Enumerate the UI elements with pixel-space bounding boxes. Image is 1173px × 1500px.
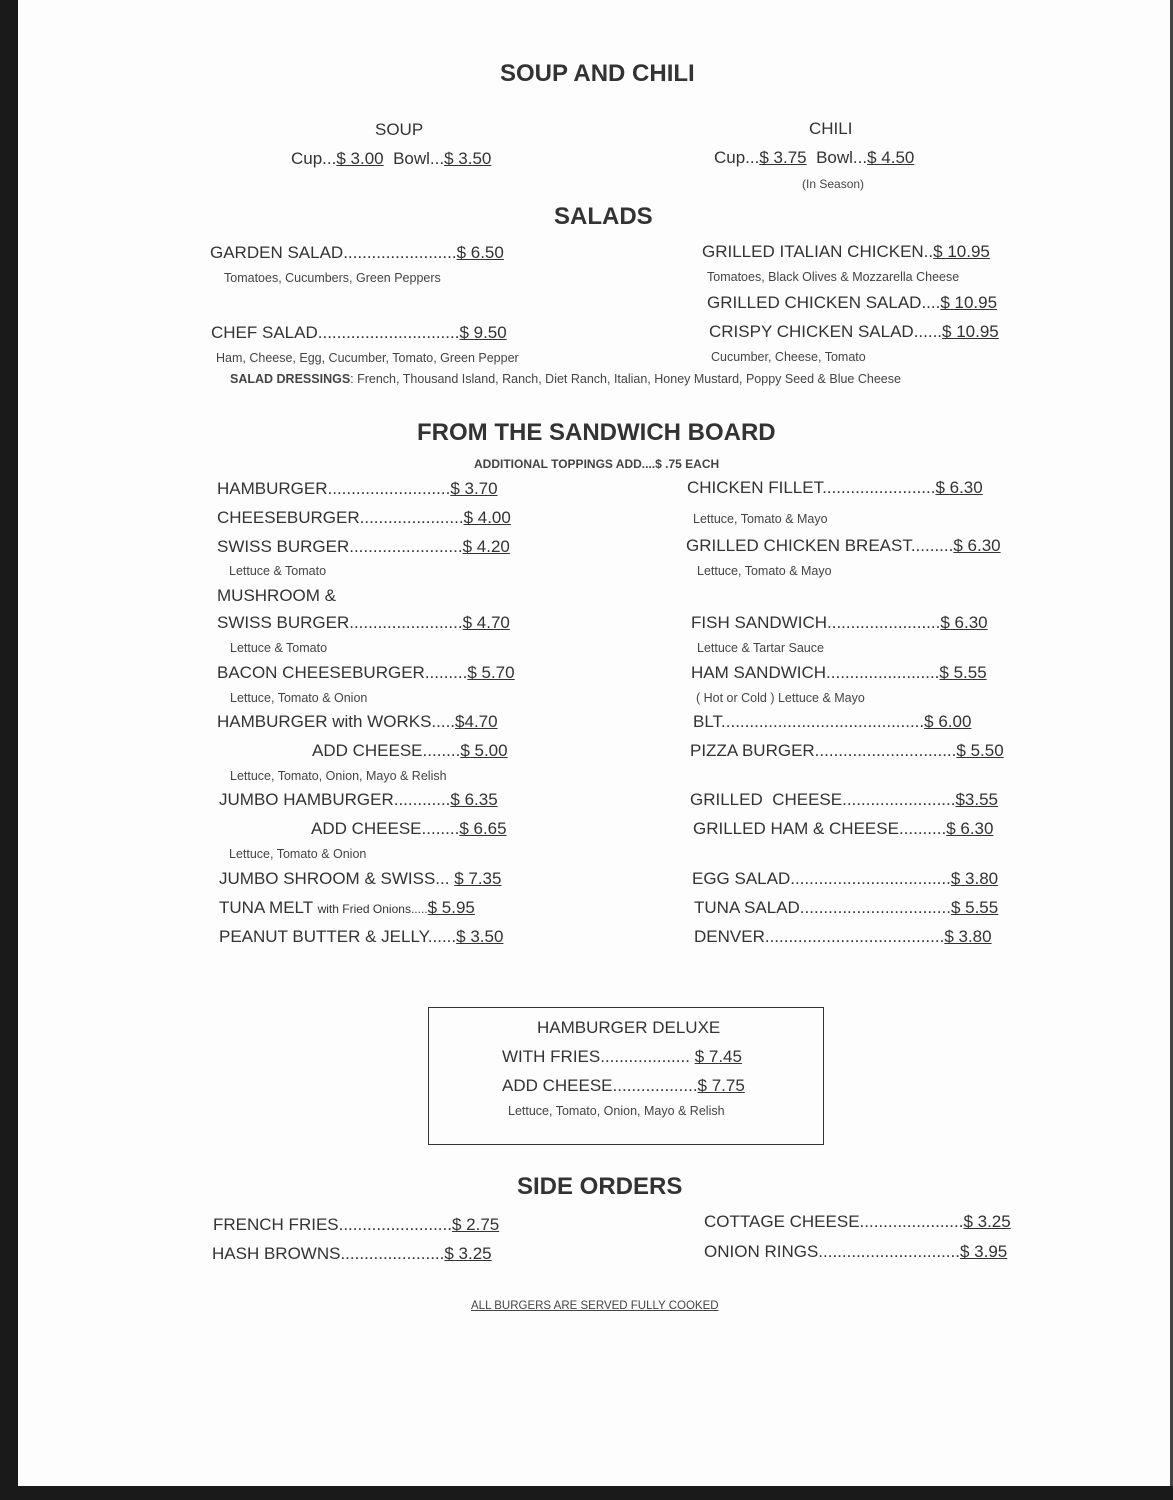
additional-toppings-note: ADDITIONAL TOPPINGS ADD....$ .75 EACH: [474, 457, 720, 471]
tuna-melt: [219, 898, 475, 918]
garden-salad-price: $ 6.50: [456, 243, 504, 262]
bacon-cheeseburger-desc: Lettuce, Tomato & Onion: [230, 691, 368, 705]
tuna-melt-detail: with Fried Onions.....: [317, 902, 428, 916]
salads-title: SALADS: [554, 203, 653, 230]
grilled-italian-chicken: [702, 242, 990, 262]
fish-sandwich: [691, 613, 988, 633]
deluxe-with-fries-name: WITH FRIES...................: [502, 1047, 690, 1066]
swiss-burger-desc: Lettuce & Tomato: [229, 564, 327, 578]
chili-cup-price: $ 3.75: [759, 148, 807, 167]
peanut-butter-jelly-price: $ 3.50: [456, 927, 504, 946]
bacon-cheeseburger-name: BACON CHEESEBURGER.........: [217, 663, 468, 682]
crispy-chicken-salad-desc: Cucumber, Cheese, Tomato: [711, 350, 866, 364]
grilled-italian-chicken-price: $ 10.95: [933, 242, 990, 261]
chili-prices: [714, 148, 914, 168]
chicken-fillet: [687, 478, 983, 498]
onion-rings-name: ONION RINGS..............................: [704, 1242, 960, 1261]
tuna-salad: [694, 898, 998, 918]
mushroom-swiss-burger-price: $ 4.70: [462, 613, 510, 632]
ham-sandwich-name: HAM SANDWICH........................: [691, 663, 940, 682]
page-edge-bottom: [0, 1486, 1173, 1500]
swiss-burger: [217, 537, 510, 557]
deluxe-with-fries-price: $ 7.45: [694, 1047, 742, 1066]
crispy-chicken-salad: [709, 322, 999, 342]
works-add-cheese-price: $ 5.00: [460, 741, 508, 760]
grilled-cheese: [690, 790, 998, 810]
hamburger-with-works-price: $4.70: [455, 712, 498, 731]
bacon-cheeseburger-price: $ 5.70: [467, 663, 515, 682]
pizza-burger-price: $ 5.50: [956, 741, 1004, 760]
cheeseburger: [217, 508, 511, 528]
french-fries: [213, 1215, 499, 1235]
chicken-fillet-name: CHICKEN FILLET........................: [687, 478, 936, 497]
blt-name: BLT...........................................: [693, 712, 925, 731]
fish-sandwich-name: FISH SANDWICH........................: [691, 613, 941, 632]
jumbo-shroom-swiss: [219, 869, 501, 889]
mushroom-swiss-burger-desc: Lettuce & Tomato: [230, 641, 328, 655]
denver-name: DENVER......................................: [694, 927, 945, 946]
chili-bowl-price: $ 4.50: [867, 148, 915, 167]
jumbo-hamburger: [219, 790, 498, 810]
cottage-cheese-price: $ 3.25: [963, 1212, 1011, 1231]
ham-sandwich-price: $ 5.55: [939, 663, 987, 682]
cheeseburger-price: $ 4.00: [463, 508, 511, 527]
deluxe-add-cheese-name: ADD CHEESE..................: [502, 1076, 698, 1095]
egg-salad-price: $ 3.80: [950, 869, 999, 888]
jumbo-hamburger-name: JUMBO HAMBURGER............: [219, 790, 451, 809]
jumbo-add-cheese-price: $ 6.65: [459, 819, 507, 838]
grilled-ham-cheese-name: GRILLED HAM & CHEESE..........: [693, 819, 947, 838]
tuna-melt-name: TUNA MELT: [219, 898, 313, 917]
garden-salad-desc: Tomatoes, Cucumbers, Green Peppers: [224, 271, 441, 285]
grilled-italian-chicken-desc: Tomatoes, Black Olives & Mozzarella Cheese: [707, 270, 960, 284]
side-orders-title: SIDE ORDERS: [517, 1173, 683, 1200]
footer-note: ALL BURGERS ARE SERVED FULLY COOKED: [471, 1300, 719, 1312]
denver-price: $ 3.80: [944, 927, 992, 946]
grilled-ham-cheese-price: $ 6.30: [946, 819, 994, 838]
swiss-burger-name: SWISS BURGER........................: [217, 537, 463, 556]
jumbo-shroom-swiss-name: JUMBO SHROOM & SWISS...: [219, 869, 450, 888]
cheeseburger-name: CHEESEBURGER......................: [217, 508, 464, 527]
fish-sandwich-desc: Lettuce & Tartar Sauce: [697, 641, 824, 655]
bacon-cheeseburger: [217, 663, 515, 683]
cottage-cheese-name: COTTAGE CHEESE......................: [704, 1212, 964, 1231]
jumbo-hamburger-price: $ 6.35: [450, 790, 498, 809]
chef-salad: [211, 323, 507, 343]
grilled-chicken-breast-name: GRILLED CHICKEN BREAST.........: [686, 536, 954, 555]
hash-browns-name: HASH BROWNS......................: [212, 1244, 445, 1263]
crispy-chicken-salad-price: $ 10.95: [942, 322, 999, 341]
grilled-cheese-name: GRILLED CHEESE........................: [690, 790, 956, 809]
garden-salad-name: GARDEN SALAD........................: [210, 243, 457, 262]
onion-rings-price: $ 3.95: [959, 1242, 1008, 1261]
grilled-cheese-price: $3.55: [955, 790, 999, 809]
chili-bowl-label: Bowl...: [816, 148, 868, 167]
swiss-burger-price: $ 4.20: [462, 537, 510, 556]
jumbo-add-cheese-name: ADD CHEESE........: [311, 819, 460, 838]
jumbo-add-cheese: [311, 819, 507, 839]
grilled-chicken-breast-desc: Lettuce, Tomato & Mayo: [697, 564, 832, 578]
hamburger-name: HAMBURGER..........................: [217, 479, 451, 498]
chef-salad-name: CHEF SALAD..............................: [211, 323, 460, 342]
grilled-chicken-salad-name: GRILLED CHICKEN SALAD....: [707, 293, 941, 312]
hamburger: [217, 479, 498, 499]
soup-cup-price: $ 3.00: [336, 149, 384, 168]
works-add-cheese-name: ADD CHEESE........: [312, 741, 461, 760]
pizza-burger: [690, 741, 1004, 761]
cottage-cheese: [704, 1212, 1011, 1232]
grilled-chicken-salad-price: $ 10.95: [940, 293, 998, 312]
crispy-chicken-salad-name: CRISPY CHICKEN SALAD......: [709, 322, 943, 341]
grilled-chicken-breast-price: $ 6.30: [953, 536, 1001, 555]
blt-price: $ 6.00: [924, 712, 972, 731]
egg-salad-name: EGG SALAD..................................: [692, 869, 951, 888]
egg-salad: [692, 869, 998, 889]
grilled-chicken-breast: [686, 536, 1001, 556]
deluxe-add-cheese-price: $ 7.75: [697, 1076, 745, 1095]
mushroom-swiss-burger: [217, 613, 510, 633]
page-edge-left: [0, 0, 18, 1500]
works-desc: Lettuce, Tomato, Onion, Mayo & Relish: [230, 769, 447, 783]
ham-sandwich-desc: ( Hot or Cold ) Lettuce & Mayo: [696, 691, 865, 705]
tuna-salad-name: TUNA SALAD................................: [694, 898, 951, 917]
french-fries-name: FRENCH FRIES........................: [213, 1215, 452, 1234]
hamburger-deluxe-title: HAMBURGER DELUXE: [537, 1018, 721, 1037]
mushroom-label: MUSHROOM &: [217, 586, 336, 605]
hamburger-with-works: [217, 712, 498, 732]
chili-cup-label: Cup...: [714, 148, 760, 167]
onion-rings: [704, 1242, 1007, 1262]
hamburger-price: $ 3.70: [450, 479, 498, 498]
grilled-ham-cheese: [693, 819, 993, 839]
salad-dressings-list: : French, Thousand Island, Ranch, Diet Ranch, Italian, Honey Mustard, Poppy Seed & Blue Cheese: [350, 372, 901, 386]
chili-heading: CHILI: [809, 119, 853, 138]
hamburger-with-works-name: HAMBURGER with WORKS.....: [217, 712, 456, 731]
soup-bowl-label: Bowl...: [393, 149, 445, 168]
chicken-fillet-desc: Lettuce, Tomato & Mayo: [693, 512, 828, 526]
hash-browns: [212, 1244, 492, 1264]
pizza-burger-name: PIZZA BURGER..............................: [690, 741, 957, 760]
tuna-salad-price: $ 5.55: [950, 898, 999, 917]
jumbo-shroom-swiss-price: $ 7.35: [454, 869, 502, 888]
soup-heading: SOUP: [375, 120, 424, 139]
soup-prices: [291, 149, 491, 169]
chicken-fillet-price: $ 6.30: [935, 478, 983, 497]
grilled-chicken-salad: [707, 293, 997, 313]
chef-salad-price: $ 9.50: [459, 323, 507, 342]
sandwich-board-title: FROM THE SANDWICH BOARD: [417, 419, 776, 446]
denver: [694, 927, 992, 947]
mushroom-swiss-burger-name: SWISS BURGER........................: [217, 613, 463, 632]
salad-dressings-label: SALAD DRESSINGS: [230, 372, 351, 386]
soup-chili-title: SOUP AND CHILI: [500, 60, 695, 87]
peanut-butter-jelly: [219, 927, 503, 947]
tuna-melt-price: $ 5.95: [427, 898, 475, 917]
peanut-butter-jelly-name: PEANUT BUTTER & JELLY......: [219, 927, 457, 946]
blt: [693, 712, 971, 732]
soup-bowl-price: $ 3.50: [444, 149, 492, 168]
deluxe-add-cheese: [502, 1076, 745, 1096]
deluxe-desc: Lettuce, Tomato, Onion, Mayo & Relish: [508, 1104, 725, 1118]
works-add-cheese: [312, 741, 508, 761]
french-fries-price: $ 2.75: [451, 1215, 500, 1234]
salad-dressings: [230, 372, 901, 386]
garden-salad: [210, 243, 504, 263]
soup-cup-label: Cup...: [291, 149, 337, 168]
grilled-italian-chicken-name: GRILLED ITALIAN CHICKEN..: [702, 242, 934, 261]
fish-sandwich-price: $ 6.30: [940, 613, 988, 632]
chef-salad-desc: Ham, Cheese, Egg, Cucumber, Tomato, Green Pepper: [216, 351, 519, 365]
deluxe-with-fries: [502, 1047, 742, 1067]
jumbo-desc: Lettuce, Tomato & Onion: [229, 847, 367, 861]
chili-season-note: (In Season): [802, 177, 865, 191]
ham-sandwich: [691, 663, 987, 683]
hash-browns-price: $ 3.25: [444, 1244, 492, 1263]
